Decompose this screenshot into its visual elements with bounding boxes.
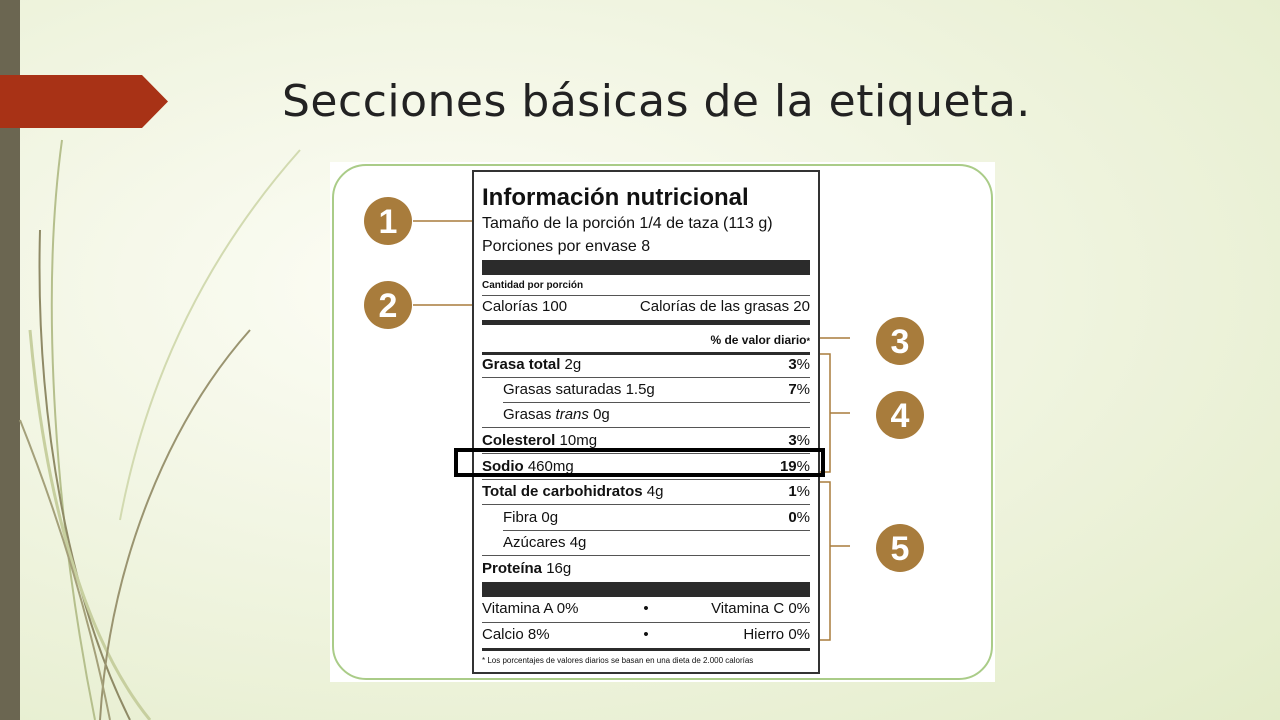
nutrient-amount: 2g xyxy=(564,356,582,373)
divider xyxy=(482,377,810,378)
medium-divider xyxy=(482,352,810,355)
nutrient-row-saturated-fat xyxy=(482,381,810,398)
nutrient-name: Fibra xyxy=(503,509,538,526)
divider xyxy=(482,555,810,556)
nutrient-amount: 16g xyxy=(546,560,572,577)
nutrient-pct: 3% xyxy=(788,432,810,449)
nutrient-amount: 0g xyxy=(593,406,610,423)
nutrient-row-total-fat xyxy=(482,356,810,373)
nutrient-name: Grasas saturadas xyxy=(503,381,622,398)
serving-size: Tamaño de la porción 1/4 de taza (113 g) xyxy=(482,215,773,232)
nutrient-amount: 4g xyxy=(569,534,587,551)
bullet-separator: • xyxy=(643,626,649,643)
nutrient-row-trans-fat xyxy=(482,406,810,423)
divider xyxy=(503,530,810,531)
nutrient-row-total-carbs xyxy=(482,483,810,500)
vitamin-row-1 xyxy=(482,600,810,617)
medium-divider xyxy=(482,320,810,325)
nutrient-row-protein xyxy=(482,560,810,577)
divider xyxy=(482,427,810,428)
nutrient-row-cholesterol xyxy=(482,432,810,449)
vitamin-left: Calcio 8% xyxy=(482,626,550,643)
servings-per-container: Porciones por envase 8 xyxy=(482,238,651,255)
nutrient-pct: 3% xyxy=(788,356,810,373)
nutrient-pct: 0% xyxy=(788,509,810,526)
nutrient-row-fiber xyxy=(482,509,810,526)
nutrient-name: Sodio xyxy=(482,458,524,475)
bullet-separator: • xyxy=(643,600,649,617)
callout-badge-4 xyxy=(875,390,925,440)
callout-badge-3 xyxy=(875,316,925,366)
nutrient-amount: 4g xyxy=(646,483,664,500)
nutrient-name: Grasa total xyxy=(482,356,561,373)
divider xyxy=(482,479,810,480)
calories-row xyxy=(482,298,810,315)
daily-value-header: % de valor diario* xyxy=(710,333,810,347)
nutrient-row-sugars xyxy=(482,534,810,551)
nutrient-name: Grasas xyxy=(503,406,552,423)
callout-number-4: 4 xyxy=(890,397,910,435)
calories-from-fat: Calorías de las grasas 20 xyxy=(639,298,810,315)
callout-badge-1 xyxy=(363,196,413,246)
nutrient-amount: 0g xyxy=(541,509,559,526)
nutrient-name: Total de carbohidratos xyxy=(482,483,643,500)
medium-divider xyxy=(482,648,810,651)
nutrient-pct: 7% xyxy=(788,381,810,398)
amount-per-serving: Cantidad por porción xyxy=(482,280,584,291)
calories-value: Calorías 100 xyxy=(482,298,568,315)
nutrient-pct: 19% xyxy=(779,458,810,475)
callout-badge-2 xyxy=(363,280,413,330)
divider xyxy=(503,402,810,403)
footnote: * Los porcentajes de valores diarios se basan en una dieta de 2.000 calorías xyxy=(482,656,754,665)
label-heading: Información nutricional xyxy=(482,184,749,211)
divider xyxy=(482,504,810,505)
vitamin-left: Vitamina A 0% xyxy=(482,600,579,617)
divider xyxy=(482,622,810,623)
title-arrow-shape xyxy=(0,75,168,128)
vitamin-right: Vitamina C 0% xyxy=(711,600,810,617)
arrow-fill xyxy=(0,75,168,128)
callout-number-3: 3 xyxy=(890,323,910,361)
nutrient-name: Azúcares xyxy=(503,534,566,551)
nutrient-pct: 1% xyxy=(788,483,810,500)
thick-divider xyxy=(482,582,810,597)
nutrient-amount: 1.5g xyxy=(625,381,655,398)
vitamin-row-2 xyxy=(482,626,810,643)
slide-title: Secciones básicas de la etiqueta. xyxy=(282,76,1031,127)
thick-divider xyxy=(482,260,810,275)
nutrient-amount: 460mg xyxy=(527,458,574,475)
vitamin-right: Hierro 0% xyxy=(743,626,810,643)
callout-number-5: 5 xyxy=(890,530,910,568)
nutrient-name-italic: trans xyxy=(555,406,589,423)
sodium-highlight-box xyxy=(454,448,825,477)
callout-number-2: 2 xyxy=(378,287,398,325)
divider xyxy=(482,295,810,296)
callout-badge-5 xyxy=(875,523,925,573)
callout-number-1: 1 xyxy=(378,203,398,241)
nutrition-facts-label xyxy=(472,170,820,674)
nutrition-label-figure xyxy=(330,162,995,682)
nutrient-name: Colesterol xyxy=(482,432,556,449)
nutrient-amount: 10mg xyxy=(559,432,598,449)
nutrient-name: Proteína xyxy=(482,560,543,577)
